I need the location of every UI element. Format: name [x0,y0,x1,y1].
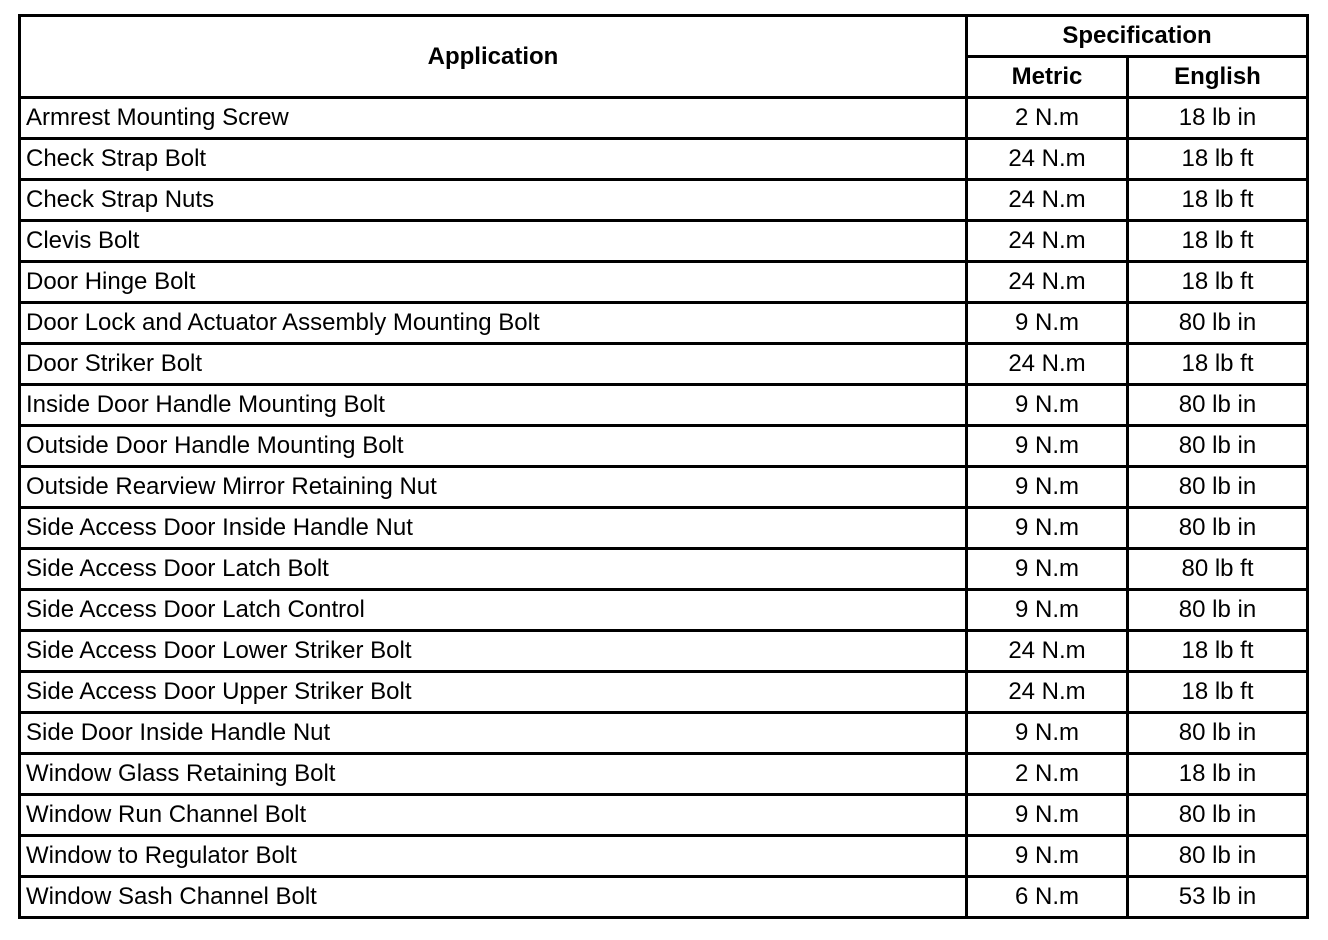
english-cell: 18 lb ft [1128,631,1308,672]
table-row [20,508,1308,549]
table-body [20,98,1308,918]
table-row [20,549,1308,590]
english-cell: 80 lb in [1128,303,1308,344]
table-row [20,344,1308,385]
english-cell: 18 lb in [1128,754,1308,795]
metric-cell: 9 N.m [967,385,1128,426]
metric-cell: 24 N.m [967,631,1128,672]
table-row [20,590,1308,631]
table-row [20,262,1308,303]
english-cell: 18 lb in [1128,98,1308,139]
application-cell: Side Access Door Latch Control [20,590,967,631]
english-header: English [1128,57,1308,98]
table-row [20,385,1308,426]
application-cell: Side Access Door Lower Striker Bolt [20,631,967,672]
english-cell: 80 lb in [1128,713,1308,754]
metric-cell: 24 N.m [967,262,1128,303]
application-cell: Side Access Door Inside Handle Nut [20,508,967,549]
application-cell: Inside Door Handle Mounting Bolt [20,385,967,426]
english-cell: 80 lb in [1128,590,1308,631]
metric-cell: 2 N.m [967,754,1128,795]
application-cell: Window Sash Channel Bolt [20,877,967,918]
english-cell: 80 lb ft [1128,549,1308,590]
metric-cell: 9 N.m [967,795,1128,836]
english-cell: 18 lb ft [1128,221,1308,262]
english-cell: 80 lb in [1128,508,1308,549]
english-cell: 80 lb in [1128,385,1308,426]
application-cell: Check Strap Bolt [20,139,967,180]
english-cell: 18 lb ft [1128,180,1308,221]
metric-cell: 9 N.m [967,836,1128,877]
application-cell: Window Run Channel Bolt [20,795,967,836]
metric-cell: 9 N.m [967,713,1128,754]
application-cell: Side Door Inside Handle Nut [20,713,967,754]
table-row [20,713,1308,754]
application-cell: Side Access Door Latch Bolt [20,549,967,590]
table-row [20,98,1308,139]
metric-cell: 24 N.m [967,180,1128,221]
application-cell: Outside Door Handle Mounting Bolt [20,426,967,467]
table-row [20,139,1308,180]
application-cell: Door Hinge Bolt [20,262,967,303]
metric-cell: 9 N.m [967,549,1128,590]
table-row [20,836,1308,877]
table-row [20,877,1308,918]
metric-cell: 9 N.m [967,590,1128,631]
header-row-top [20,16,1308,57]
table-row [20,467,1308,508]
application-cell: Window to Regulator Bolt [20,836,967,877]
metric-cell: 9 N.m [967,508,1128,549]
table-row [20,426,1308,467]
metric-cell: 9 N.m [967,467,1128,508]
english-cell: 18 lb ft [1128,344,1308,385]
english-cell: 18 lb ft [1128,262,1308,303]
table-row [20,221,1308,262]
application-cell: Door Striker Bolt [20,344,967,385]
application-cell: Door Lock and Actuator Assembly Mounting Bolt [20,303,967,344]
table-row [20,795,1308,836]
table-row [20,672,1308,713]
english-cell: 18 lb ft [1128,672,1308,713]
application-cell: Armrest Mounting Screw [20,98,967,139]
application-cell: Window Glass Retaining Bolt [20,754,967,795]
english-cell: 80 lb in [1128,426,1308,467]
english-cell: 53 lb in [1128,877,1308,918]
english-cell: 18 lb ft [1128,139,1308,180]
metric-cell: 9 N.m [967,303,1128,344]
specification-header: Specification [967,16,1308,57]
metric-cell: 24 N.m [967,139,1128,180]
metric-cell: 24 N.m [967,672,1128,713]
table-row [20,180,1308,221]
metric-cell: 24 N.m [967,221,1128,262]
table-header [20,16,1308,98]
metric-cell: 6 N.m [967,877,1128,918]
table-row [20,303,1308,344]
application-cell: Side Access Door Upper Striker Bolt [20,672,967,713]
english-cell: 80 lb in [1128,836,1308,877]
application-cell: Check Strap Nuts [20,180,967,221]
english-cell: 80 lb in [1128,467,1308,508]
metric-cell: 24 N.m [967,344,1128,385]
table-row [20,754,1308,795]
application-header: Application [20,16,967,98]
metric-cell: 2 N.m [967,98,1128,139]
table-row [20,631,1308,672]
application-cell: Clevis Bolt [20,221,967,262]
fastener-torque-table [18,14,1309,919]
application-cell: Outside Rearview Mirror Retaining Nut [20,467,967,508]
metric-header: Metric [967,57,1128,98]
metric-cell: 9 N.m [967,426,1128,467]
english-cell: 80 lb in [1128,795,1308,836]
